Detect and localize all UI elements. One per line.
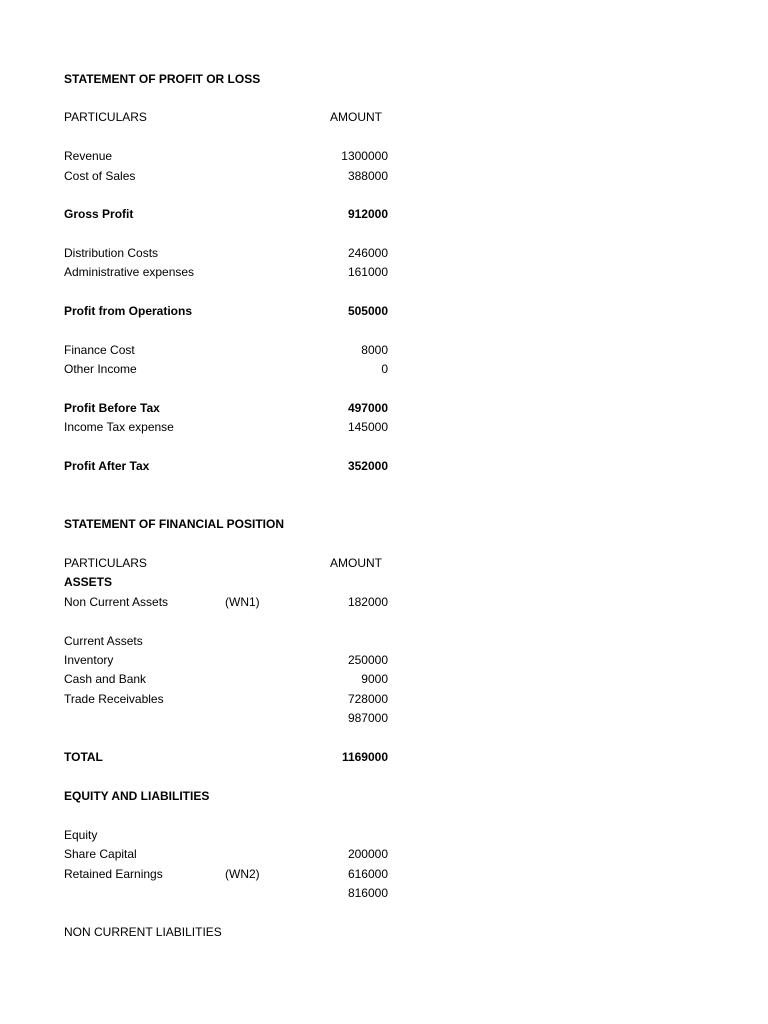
row-amount: 728000 [347, 692, 388, 706]
fp-header-particulars: PARTICULARS [64, 556, 147, 570]
pl-row-cost-of-sales [64, 167, 394, 185]
row-amount: 0 [381, 362, 388, 376]
pl-header-particulars: PARTICULARS [64, 110, 147, 124]
row-amount: 505000 [347, 304, 388, 318]
row-label: Finance Cost [64, 343, 135, 357]
row-amount: 246000 [347, 246, 388, 260]
row-label: Distribution Costs [64, 246, 159, 260]
row-label: Current Assets [64, 634, 143, 648]
row-label: Profit from Operations [64, 304, 193, 318]
fp-title-text: STATEMENT OF FINANCIAL POSITION [64, 517, 284, 531]
pl-row-profit-after-tax [64, 457, 394, 475]
pl-row-profit-before-tax [64, 399, 394, 417]
fp-row-non-current-assets [64, 593, 394, 611]
fp-row-retained-earnings [64, 865, 394, 883]
fp-non-current-liabilities-heading [64, 923, 394, 941]
row-amount: 497000 [347, 401, 388, 415]
pl-row-finance-cost [64, 341, 394, 359]
row-label: Cash and Bank [64, 672, 147, 686]
working-note-ref: (WN1) [225, 595, 260, 609]
fp-row-share-capital [64, 845, 394, 863]
row-amount: 250000 [347, 653, 388, 667]
row-label: ASSETS [64, 575, 113, 589]
row-label: Retained Earnings [64, 867, 163, 881]
pl-row-distribution-costs [64, 244, 394, 262]
fp-equity-heading [64, 826, 394, 844]
row-amount: 616000 [347, 867, 388, 881]
row-label: Profit Before Tax [64, 401, 160, 415]
fp-row-equity-total [64, 884, 394, 902]
row-label: Equity [64, 828, 98, 842]
row-label: Trade Receivables [64, 692, 164, 706]
pl-row-gross-profit [64, 205, 394, 223]
pl-title-text: STATEMENT OF PROFIT OR LOSS [64, 72, 261, 86]
row-amount: 182000 [347, 595, 388, 609]
fp-row-cash-and-bank [64, 670, 394, 688]
fp-row-trade-receivables [64, 690, 394, 708]
row-label: Other Income [64, 362, 137, 376]
row-amount: 1300000 [341, 149, 388, 163]
row-label: TOTAL [64, 750, 103, 764]
row-label: Profit After Tax [64, 459, 150, 473]
pl-title [64, 70, 394, 88]
row-label: Share Capital [64, 847, 137, 861]
row-label: Cost of Sales [64, 169, 136, 183]
row-amount: 1169000 [341, 750, 388, 764]
pl-row-income-tax [64, 418, 394, 436]
row-label: Revenue [64, 149, 113, 163]
fp-current-assets-heading [64, 632, 394, 650]
pl-row-revenue [64, 147, 394, 165]
row-label: Inventory [64, 653, 114, 667]
fp-equity-liabilities-heading [64, 787, 394, 805]
row-amount: 9000 [361, 672, 388, 686]
fp-row-current-assets-total [64, 709, 394, 727]
row-label: EQUITY AND LIABILITIES [64, 789, 210, 803]
fp-assets-heading [64, 573, 394, 591]
fp-header-row [64, 554, 394, 572]
pl-row-profit-from-operations [64, 302, 394, 320]
row-label: Income Tax expense [64, 420, 174, 434]
pl-row-admin-expenses [64, 263, 394, 281]
pl-header-row [64, 108, 394, 126]
fp-title [64, 515, 394, 533]
row-label: Administrative expenses [64, 265, 195, 279]
working-note-ref: (WN2) [225, 867, 260, 881]
pl-row-other-income [64, 360, 394, 378]
fp-header-amount: AMOUNT [330, 556, 382, 570]
row-label: NON CURRENT LIABILITIES [64, 925, 222, 939]
row-label: Gross Profit [64, 207, 134, 221]
row-amount: 200000 [347, 847, 388, 861]
row-amount: 912000 [347, 207, 388, 221]
fp-row-total [64, 748, 394, 766]
row-label: Non Current Assets [64, 595, 169, 609]
row-amount: 987000 [347, 711, 388, 725]
row-amount: 8000 [361, 343, 388, 357]
row-amount: 161000 [347, 265, 388, 279]
fp-row-inventory [64, 651, 394, 669]
pl-header-amount: AMOUNT [330, 110, 382, 124]
row-amount: 388000 [347, 169, 388, 183]
row-amount: 145000 [347, 420, 388, 434]
row-amount: 816000 [347, 886, 388, 900]
row-amount: 352000 [347, 459, 388, 473]
